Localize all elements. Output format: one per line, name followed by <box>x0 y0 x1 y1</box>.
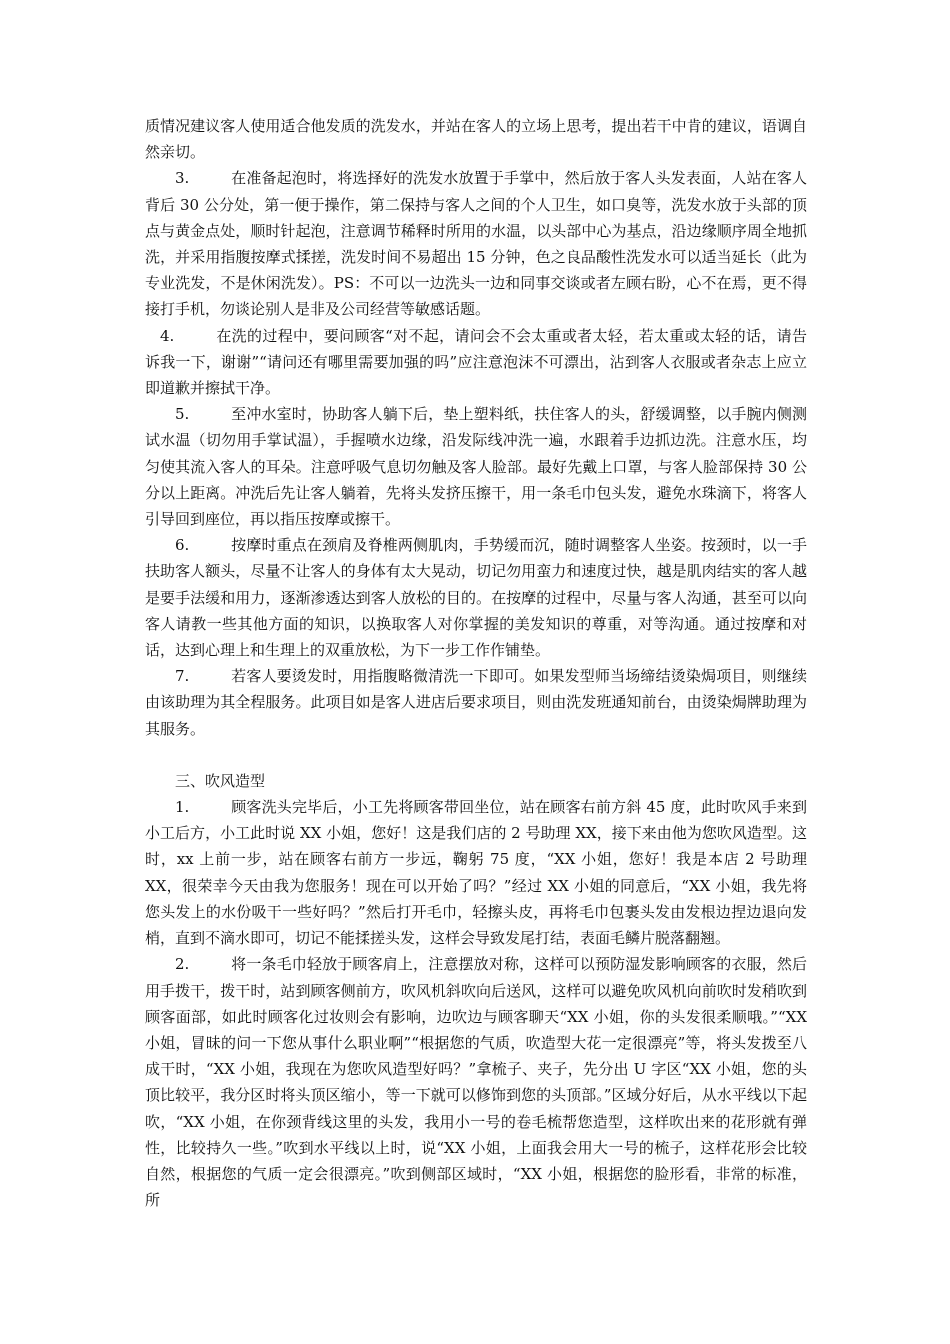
section-heading: 三、吹风造型 <box>175 771 266 790</box>
list-item-text: 若客人要烫发时，用指腹略微清洗一下即可。如果发型师当场缔结烫染焗项目，则继续由该助理为其全程服务。此项目如是客人进店后要求项目，则由洗发班通知前台，由烫染焗牌助理为其服务。 <box>145 667 807 738</box>
list-item-text: 顾客洗头完毕后，小工先将顾客带回坐位，站在顾客右前方斜 45 度，此时吹风手来到小工后方，小工此时说 XX 小姐，您好！这是我们店的 2 号助理 XX，接下来由他为您吹风造型。这时，xx 上前一步，站在顾客右前方一步远，鞠躬 75 度，“XX 小姐，您好！我是本店 2 号助理 XX，很荣幸今天由我为您服务！现在可以开始了吗？”经过 XX 小姐的同意后，“XX 小姐，我先将您头发上的水份吸干一些好吗？”然后打开毛巾，轻擦头皮，再将毛巾包裹头发由发根边捏边退向发梢，直到不滴水即可，切记不能揉搓头发，这样会导致发尾打结，表面毛鳞片脱落翻翘。 <box>145 798 807 948</box>
list-item-number: 1. <box>175 798 190 817</box>
list-item-number: 2. <box>175 955 190 974</box>
section-spacer <box>145 742 807 768</box>
section3-item-1 <box>145 794 807 951</box>
list-item-text: 至冲水室时，协助客人躺下后，垫上塑料纸，扶住客人的头，舒缓调整，以手腕内侧测试水温（切勿用手掌试温），手握喷水边缘，沿发际线冲洗一遍，水跟着手边抓边洗。注意水压，均匀使其流入客人的耳朵。注意呼吸气息切勿触及客人脸部。最好先戴上口罩，与客人脸部保持 30 公分以上距离。冲洗后先让客人躺着，先将头发挤压擦干，用一条毛巾包头发，避免水珠滴下，将客人引导回到座位，再以指压按摩或擦干。 <box>145 405 807 529</box>
list-item-number: 5. <box>175 405 190 424</box>
list-item-text: 在准备起泡时，将选择好的洗发水放置于手掌中，然后放于客人头发表面，人站在客人背后 30 公分处，第一便于操作，第二保持与客人之间的个人卫生，如口臭等，洗发水放于头部的顶点与黄金点处，顺时针起泡，注意调节稀释时所用的水温，以头部中心为基点，沿边缘顺序周全地抓洗，并采用指腹按摩式揉搓，洗发时间不易超出 15 分钟，色之良品酸性洗发水可以适当延长（此为专业洗发，不是休闲洗发）。PS：不可以一边洗头一边和同事交谈或者左顾右盼，心不在焉，更不得接打手机，勿谈论别人是非及公司经营等敏感话题。 <box>145 169 807 319</box>
list-item-text: 按摩时重点在颈肩及脊椎两侧肌肉，手势缓而沉，随时调整客人坐姿。按颈时，以一手扶助客人额头，尽量不让客人的身体有太大晃动，切记勿用蛮力和速度过快，越是肌肉结实的客人越是要手法缓和用力，逐渐渗透达到客人放松的目的。在按摩的过程中，尽量与客人沟通，甚至可以向客人请教一些其他方面的知识，以换取客人对你掌握的美发知识的尊重，对等沟通。通过按摩和对话，达到心理上和生理上的双重放松，为下一步工作作铺垫。 <box>145 536 807 660</box>
list-item-number: 7. <box>175 667 190 686</box>
list-item-number: 6. <box>175 536 190 555</box>
list-item-3 <box>145 165 807 322</box>
list-item-text: 将一条毛巾轻放于顾客肩上，注意摆放对称，这样可以预防湿发影响顾客的衣服，然后用手拨干，拨干时，站到顾客侧前方，吹风机斜吹向后送风，这样可以避免吹风机向前吹时发稍吹到顾客面部，如此时顾客化过妆则会有影响，边吹边与顾客聊天“XX 小姐，你的头发很柔顺哦。”“XX 小姐，冒昧的问一下您从事什么职业啊”“根据您的气质，吹造型大花一定很漂亮”等，将头发拨至八成干时，“XX 小姐，我现在为您吹风造型好吗？”拿梳子、夹子，先分出 U 字区“XX 小姐，您的头顶比较平，我分区时将头顶区缩小，等一下就可以修饰到您的头顶部。”区域分好后，从水平线以下起吹，“XX 小姐，在你颈背线这里的头发，我用小一号的卷毛梳帮您造型，这样吹出来的花形就有弹性，比较持久一些。”吹到水平线以上时，说“XX 小姐，上面我会用大一号的梳子，这样花形会比较自然，根据您的气质一定会很漂亮。”吹到侧部区域时，“XX 小姐，根据您的脸形看，非常的标准，所 <box>145 955 807 1210</box>
list-item-text: 在洗的过程中，要问顾客“对不起，请问会不会太重或者太轻，若太重或太轻的话，请告诉我一下，谢谢”“请问还有哪里需要加强的吗”应注意泡沫不可漂出，沾到客人衣服或者杂志上应立即道歉并擦拭干净。 <box>145 326 807 398</box>
list-item-5 <box>145 401 807 532</box>
intro-continuation: 质情况建议客人使用适合他发质的洗发水，并站在客人的立场上思考，提出若干中肯的建议，语调自然亲切。 <box>145 117 807 162</box>
list-item-number: 4. <box>160 326 175 345</box>
list-item-7 <box>145 663 807 742</box>
section3-item-2 <box>145 951 807 1213</box>
list-item-4 <box>145 323 807 402</box>
list-item-6 <box>145 532 807 663</box>
list-item-number: 3. <box>175 169 190 188</box>
document-body <box>145 113 807 1213</box>
